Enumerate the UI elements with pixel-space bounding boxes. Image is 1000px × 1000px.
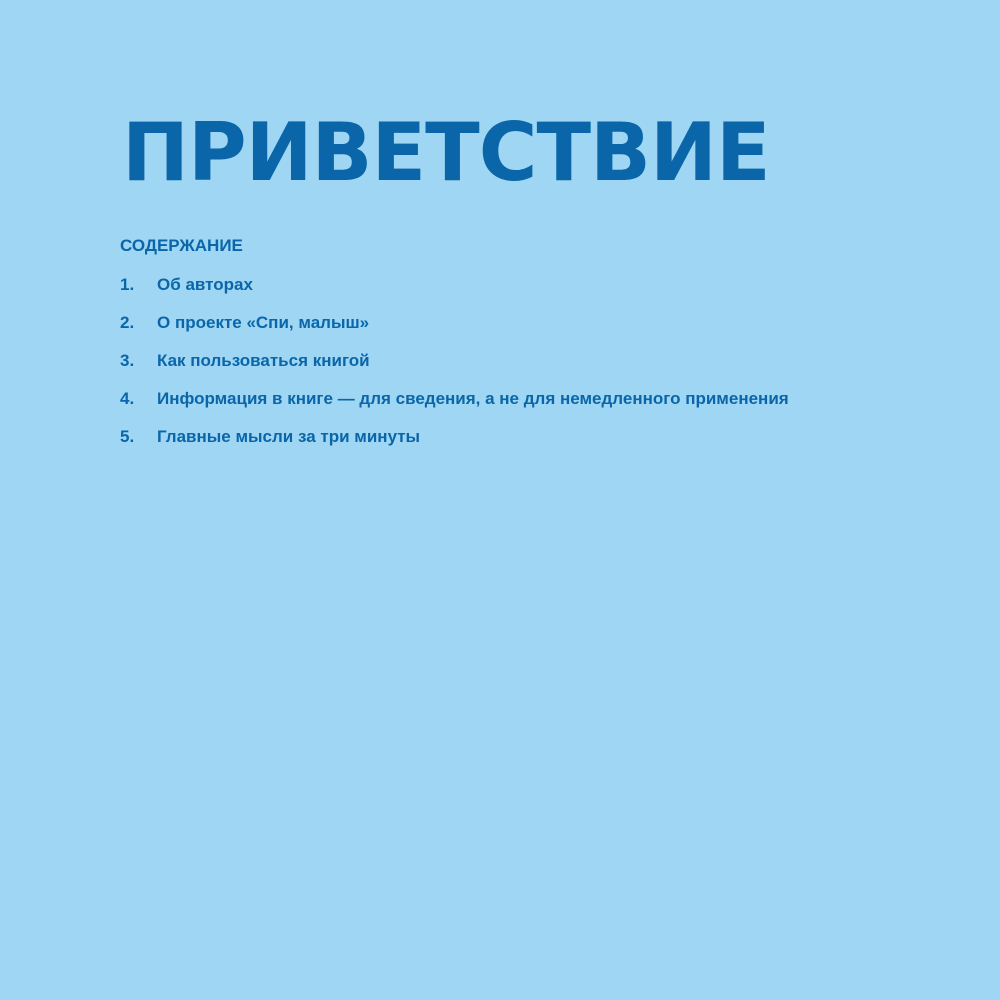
toc-item-number: 5. bbox=[120, 427, 135, 446]
toc-item-label: Об авторах bbox=[157, 275, 253, 294]
toc-item-how-to-use[interactable] bbox=[120, 350, 789, 388]
toc-item-number: 3. bbox=[120, 351, 135, 370]
toc-heading: СОДЕРЖАНИЕ bbox=[120, 236, 243, 255]
toc-item-authors[interactable] bbox=[120, 274, 789, 312]
toc-item-project[interactable] bbox=[120, 312, 789, 350]
toc-item-number: 4. bbox=[120, 389, 135, 408]
toc-item-label: Информация в книге — для сведения, а не для немедленного применения bbox=[157, 389, 789, 408]
toc-item-label: Главные мысли за три минуты bbox=[157, 427, 421, 446]
toc-item-information-note[interactable] bbox=[120, 388, 789, 426]
page-title: ПРИВЕТСТВИЕ bbox=[122, 106, 770, 199]
table-of-contents bbox=[120, 274, 789, 464]
toc-item-main-ideas[interactable] bbox=[120, 426, 789, 464]
toc-item-label: Как пользоваться книгой bbox=[157, 351, 370, 370]
toc-item-label: О проекте «Спи, малыш» bbox=[157, 313, 370, 332]
toc-item-number: 1. bbox=[120, 275, 135, 294]
toc-item-number: 2. bbox=[120, 313, 135, 332]
